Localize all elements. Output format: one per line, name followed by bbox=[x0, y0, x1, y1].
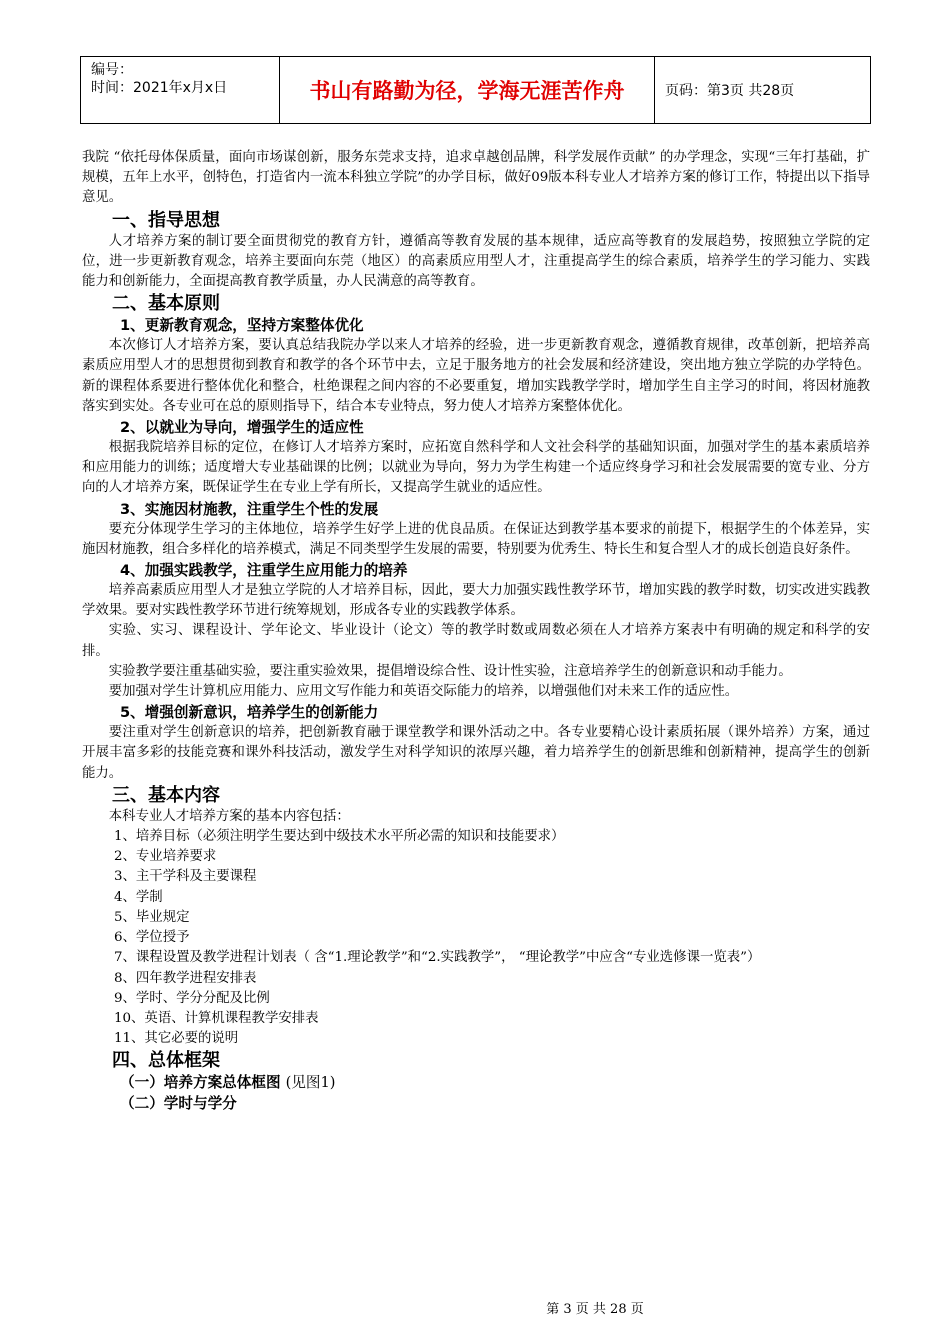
section-3-intro: 本科专业人才培养方案的基本内容包括： bbox=[108, 808, 350, 824]
subsection-2-3-heading: 3、实施因材施教，注重学生个性的发展 bbox=[120, 500, 379, 518]
list-item: 3、主干学科及主要课程 bbox=[114, 869, 257, 885]
document-body bbox=[82, 148, 870, 1114]
header-page-info: 页码：第3页 共28页 bbox=[665, 83, 795, 99]
content-list bbox=[82, 827, 870, 1049]
subsection-2-4-paragraph-1: 培养高素质应用型人才是独立学院的人才培养目标，因此，要大力加强实践性教学环节，增加实践的教学时数，切实改进实践教学效果。要对实践性教学环节进行统筹规划，形成各专业的实践教学体系。 bbox=[82, 583, 870, 619]
list-item: 1、培养目标（必须注明学生要达到中级技术水平所必需的知识和技能要求） bbox=[114, 829, 565, 845]
figure-reference: (见图1) bbox=[285, 1074, 336, 1092]
subsection-2-5-heading: 5、增强创新意识，培养学生的创新能力 bbox=[120, 704, 379, 722]
header-meta bbox=[81, 57, 280, 123]
subsection-4-1-heading bbox=[120, 1072, 870, 1093]
page-header bbox=[80, 56, 871, 124]
section-1-heading: 一、指导思想 bbox=[112, 209, 220, 231]
section-4-heading: 四、总体框架 bbox=[112, 1050, 220, 1072]
list-item: 8、四年教学进程安排表 bbox=[114, 970, 257, 986]
header-motto: 书山有路勤为径，学海无涯苦作舟 bbox=[280, 57, 655, 123]
subsection-2-4-paragraph-2: 实验、实习、课程设计、学年论文、毕业设计（论文）等的教学时数或周数必须在人才培养方案表中有明确的规定和科学的安排。 bbox=[82, 623, 870, 659]
list-item: 4、学制 bbox=[114, 889, 163, 905]
number-label: 编号： bbox=[91, 62, 133, 78]
subsection-2-1-paragraph: 本次修订人才培养方案，要认真总结我院办学以来人才培养的经验，进一步更新教育观念，遵循教育规律，改革创新，把培养高素质应用型人才的思想贯彻到教育和教学的各个环节中去，立足于服务地方的社会发展和经济建设，突出地方独立学院的办学特色。新的课程体系要进行整体优化和整合，杜绝课程之间内容的不必要重复，增加实践教学学时，增加学生自主学习的时间，将因材施教落实到实处。各专业可在总的原则指导下，结合本专业特点，努力使人才培养方案整体优化。 bbox=[82, 338, 870, 414]
list-item: 9、学时、学分分配及比例 bbox=[114, 990, 270, 1006]
time-label: 时间：2021年x月x日 bbox=[91, 80, 228, 96]
subsection-2-4-heading: 4、加强实践教学，注重学生应用能力的培养 bbox=[120, 562, 408, 580]
section-2-heading: 二、基本原则 bbox=[112, 293, 220, 315]
section-1-paragraph: 人才培养方案的制订要全面贯彻党的教育方针，遵循高等教育发展的基本规律，适应高等教育的发展趋势，按照独立学院的定位，进一步更新教育观念，培养主要面向东莞（地区）的高素质应用型人才，注重提高学生的综合素质，培养学生的学习能力、实践能力和创新能力，全面提高教育教学质量，办人民满意的高等教育。 bbox=[82, 233, 870, 290]
subsection-2-4-paragraph-3: 实验教学要注重基础实验，要注重实验效果，提倡增设综合性、设计性实验，注意培养学生的创新意识和动手能力。 bbox=[108, 663, 792, 679]
list-item: 5、毕业规定 bbox=[114, 909, 190, 925]
list-item: 10、英语、计算机课程教学安排表 bbox=[114, 1010, 319, 1026]
intro-paragraph: 我院 “依托母体保质量，面向市场谋创新，服务东莞求支持，追求卓越创品牌，科学发展作贡献” 的办学理念，实现“三年打基础，扩规模，五年上水平，创特色，打造省内一流本科独立学院”的办学目标，做好09版本科专业人才培养方案的修订工作，特提出以下指导意见。 bbox=[82, 150, 870, 206]
page-footer: 第 3 页 共 28 页 bbox=[546, 1302, 644, 1317]
subsection-2-5-paragraph: 要注重对学生创新意识的培养，把创新教育融于课堂教学和课外活动之中。各专业要精心设计素质拓展（课外培养）方案，通过开展丰富多彩的技能竞赛和课外科技活动，激发学生对科学知识的浓厚兴趣，着力培养学生的创新思维和创新精神，提高学生的创新能力。 bbox=[82, 725, 870, 781]
list-item: 2、专业培养要求 bbox=[114, 849, 217, 865]
section-3-heading: 三、基本内容 bbox=[112, 784, 220, 806]
subsection-2-3-paragraph: 要充分体现学生学习的主体地位，培养学生好学上进的优良品质。在保证达到教学基本要求的前提下，根据学生的个体差异，实施因材施教，组合多样化的培养模式，满足不同类型学生发展的需要，特别要为优秀生、特长生和复合型人才的成长创造良好条件。 bbox=[82, 521, 870, 557]
subsection-2-1-heading: 1、更新教育观念，坚持方案整体优化 bbox=[120, 317, 364, 335]
subsection-4-2-heading: （二）学时与学分 bbox=[120, 1095, 237, 1113]
list-item: 6、学位授予 bbox=[114, 930, 190, 946]
subsection-2-2-heading: 2、以就业为导向，增强学生的适应性 bbox=[120, 419, 364, 437]
subsection-4-1-title: （一）培养方案总体框图 bbox=[120, 1074, 281, 1092]
list-item: 11、其它必要的说明 bbox=[114, 1031, 239, 1047]
subsection-2-2-paragraph: 根据我院培养目标的定位，在修订人才培养方案时，应拓宽自然科学和人文社会科学的基础知识面，加强对学生的基本素质培养和应用能力的训练；适度增大专业基础课的比例；以就业为导向，努力为学生构建一个适应终身学习和社会发展需要的宽专业、分方向的人才培养方案，既保证学生在专业上学有所长，又提高学生就业的适应性。 bbox=[82, 440, 870, 496]
list-item: 7、课程设置及教学进程计划表（ 含“1.理论教学”和“2.实践教学”， “理论教学”中应含“专业选修课一览表”） bbox=[114, 950, 761, 966]
subsection-2-4-paragraph-4: 要加强对学生计算机应用能力、应用文写作能力和英语交际能力的培养，以增强他们对未来工作的适应性。 bbox=[108, 684, 739, 700]
